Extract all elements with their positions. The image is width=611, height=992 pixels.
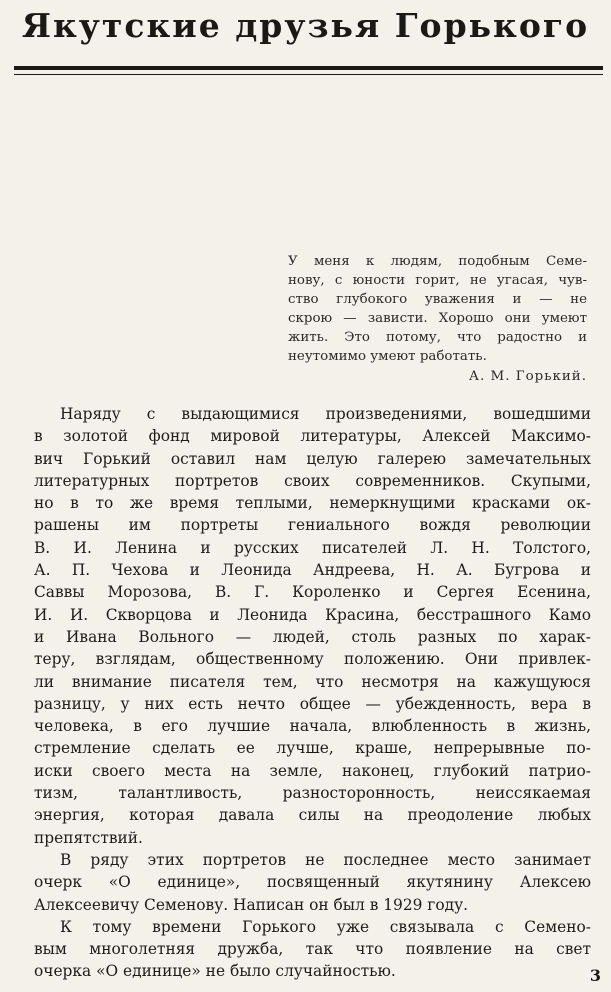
text-line: энергия, которая давала силы на преодоление любых <box>34 806 591 825</box>
epigraph-line: У меня к людям, подобным Семе- <box>288 254 587 269</box>
text-line: ли внимание писателя тем, что несмотря на кажущуюся <box>34 672 591 691</box>
epigraph-line: жить. Это потому, что радостно и <box>288 330 587 345</box>
page-title: Якутские друзья Горького <box>21 6 590 45</box>
text-line: и Ивана Вольного — людей, столь разных по харак- <box>34 627 591 646</box>
text-line: В. И. Ленина и русских писателей Л. Н. Толстого, <box>34 538 591 557</box>
text-line: вич Горький оставил нам целую галерею замечательных <box>34 449 591 468</box>
epigraph <box>288 252 587 386</box>
text-line: препятствий. <box>34 828 143 847</box>
text-line: теру, взглядам, общественному положению. Они привлек- <box>34 650 591 669</box>
text-line: И. И. Скворцова и Леонида Красина, бесстрашного Камо <box>34 605 591 624</box>
epigraph-author: А. М. Горький. <box>468 369 587 384</box>
page-number: 3 <box>589 966 601 985</box>
text-line: в золотой фонд мировой литературы, Алексей Максимо- <box>34 427 591 446</box>
body-text <box>34 403 591 983</box>
text-line: но в то же время теплыми, немеркнущими красками ок- <box>34 494 591 513</box>
epigraph-line: скрою — зависти. Хорошо они умеют <box>288 311 587 326</box>
epigraph-line: ство глубокого уважения и — не <box>288 292 587 307</box>
title-rule-thick <box>14 66 603 70</box>
text-line: Алексеевичу Семенову. Написан он был в 1929 году. <box>34 895 469 914</box>
text-line: А. П. Чехова и Леонида Андреева, Н. А. Бугрова и <box>34 561 591 580</box>
text-line: Наряду с выдающимися произведениями, вошедшими <box>60 405 591 423</box>
text-line: человека, в его лучшие начала, влюбленность в жизнь, <box>34 717 591 736</box>
text-line: иски своего места на земле, наконец, глубокий патрио- <box>34 761 591 780</box>
text-line: литературных портретов своих современников. Скупыми, <box>34 471 591 490</box>
text-line: очерка «О единице» не было случайностью. <box>34 962 396 981</box>
epigraph-line: неутомимо умеют работать. <box>288 349 487 364</box>
text-line: рашены им портреты гениального вождя революции <box>34 516 591 535</box>
text-line: В ряду этих портретов не последнее место занимает <box>60 850 591 869</box>
text-line: К тому времени Горького уже связывала с Семено- <box>60 917 591 936</box>
text-line: тизм, талантливость, разносторонность, неиссякаемая <box>34 784 591 803</box>
text-line: разницу, у них есть нечто общее — убежденность, вера в <box>34 694 591 713</box>
text-line: стремление сделать ее лучше, краше, непрерывные по- <box>34 739 591 758</box>
text-line: вым многолетняя дружба, так что появление на свет <box>34 940 591 959</box>
title-rule-thin <box>14 74 603 75</box>
epigraph-line: нову, с юности горит, не угасая, чув- <box>288 273 587 288</box>
text-line: очерк «О единице», посвященный якутянину Алексею <box>34 873 591 892</box>
text-line: Саввы Морозова, В. Г. Короленко и Сергея Есенина, <box>34 583 591 602</box>
